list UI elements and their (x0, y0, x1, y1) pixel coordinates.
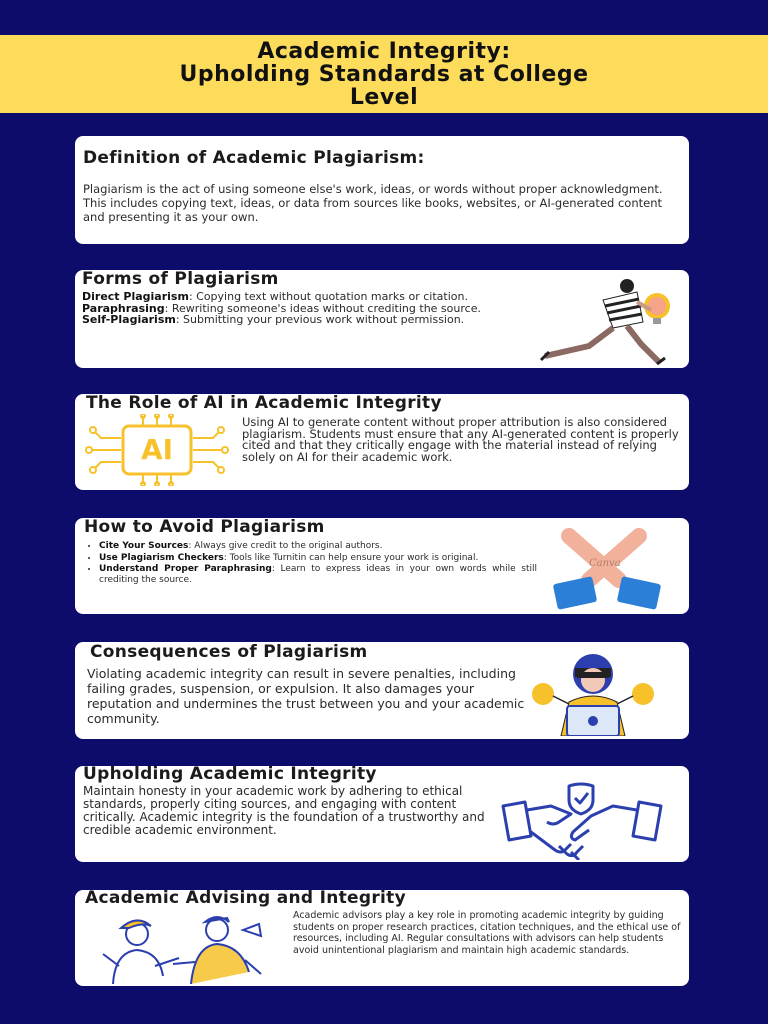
thief-lightbulb-illustration (539, 278, 679, 366)
avoid-text: : Tools like Turnitin can help ensure your work is original. (223, 552, 479, 563)
forms-list (82, 291, 537, 326)
avoid-term: Cite Your Sources (99, 541, 189, 551)
forms-text: : Submitting your previous work without permission. (175, 313, 465, 326)
ai-chip-label: AI (140, 433, 174, 466)
definition-heading: Definition of Academic Plagiarism: (83, 148, 425, 168)
avoid-list (85, 541, 537, 586)
avoid-card (75, 518, 689, 614)
ai-role-card (75, 394, 689, 490)
avoid-item (99, 564, 537, 585)
consequences-card (75, 642, 689, 739)
canva-watermark: Canva (589, 558, 621, 569)
forms-item (82, 314, 537, 326)
forms-heading: Forms of Plagiarism (82, 270, 279, 289)
forms-term: Paraphrasing (82, 301, 165, 315)
avoid-text: : Always give credit to the original authors. (188, 541, 383, 551)
advising-heading: Academic Advising and Integrity (85, 890, 406, 908)
forms-card (75, 270, 689, 368)
forms-text: : Copying text without quotation marks or citation. (188, 290, 468, 303)
avoid-term: Use Plagiarism Checkers (99, 552, 224, 563)
upholding-body: Maintain honesty in your academic work by adhering to ethical standards, properly citing sources, and engaging with content critically. Academic integrity is the foundation of a trustworthy and credible academic environment. (83, 784, 485, 837)
ai-chip-icon (83, 414, 231, 486)
title-banner (0, 35, 768, 113)
avoid-item (99, 553, 537, 564)
avoid-heading: How to Avoid Plagiarism (84, 518, 325, 537)
forms-text: : Rewriting someone's ideas without crediting the source. (164, 301, 481, 315)
upholding-heading: Upholding Academic Integrity (83, 766, 377, 784)
definition-card (75, 136, 689, 244)
avoid-term: Understand Proper Paraphrasing (99, 564, 272, 574)
crossed-hands-illustration (549, 528, 669, 610)
page-title-line-2: Upholding Standards at College (179, 61, 589, 87)
ai-role-body: Using AI to generate content without proper attribution is also considered plagiarism. Students must ensure that any AI-generated content is properly cited and that they critically engage with the material instead of relying solely on AI for their academic work. (242, 415, 679, 464)
masked-student-laptop-illustration (529, 650, 657, 736)
page-title-line-3: Level (349, 84, 419, 110)
forms-term: Self-Plagiarism (82, 313, 176, 326)
avoid-item (99, 541, 537, 552)
advising-card (75, 890, 689, 986)
avoid-text: : Learn to express ideas in your own words while still crediting the source. (99, 564, 537, 585)
upholding-card (75, 766, 689, 862)
handshake-shield-icon (499, 780, 665, 860)
forms-term: Direct Plagiarism (82, 290, 189, 303)
page-title-line-1: Academic Integrity: (257, 38, 511, 64)
ai-role-heading: The Role of AI in Academic Integrity (86, 394, 442, 413)
advising-body: Academic advisors play a key role in promoting academic integrity by guiding students on proper research practices, citation techniques, and the ethical use of resources, including AI. Regular consultations with advisors can help students avoid unintentional plagiarism and maintain high academic standards. (293, 910, 681, 956)
definition-body: Plagiarism is the act of using someone else's work, ideas, or words without proper acknowledgment. This includes copying text, ideas, or data from sources like books, websites, or AI-generated content and presenting it as your own. (83, 182, 663, 224)
consequences-body: Violating academic integrity can result in severe penalties, including failing grades, suspension, or expulsion. It also damages your reputation and undermines the trust between you and your academic community. (87, 666, 525, 726)
advisor-student-meeting-illustration (91, 914, 269, 984)
consequences-heading: Consequences of Plagiarism (90, 642, 368, 662)
